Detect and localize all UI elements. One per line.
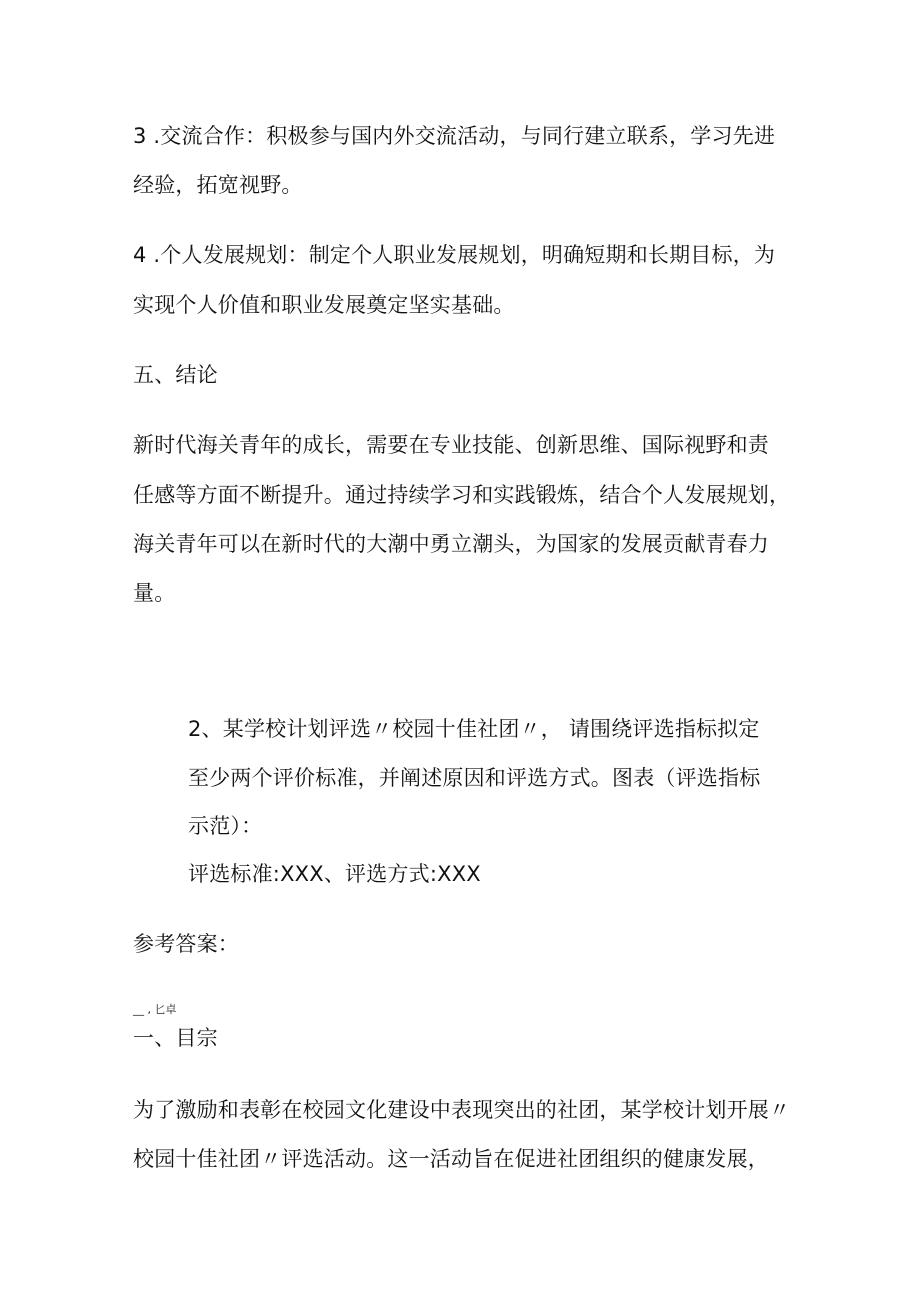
purpose-line1: 为了激励和表彰在校园文化建设中表现突出的社团，某学校计划开展〃: [133, 1098, 791, 1122]
conclusion-line3: 海关青年可以在新时代的大潮中勇立潮头，为国家的发展贡献青春力: [133, 532, 769, 556]
item4-line2: 实现个人价值和职业发展奠定坚实基础。: [133, 293, 515, 317]
conclusion-line4: 量。: [133, 581, 176, 605]
question2-line3: 示范）：: [188, 814, 263, 838]
section1-heading: 一、目宗: [133, 1026, 218, 1050]
item3-line2: 经验，拓宽视野。: [133, 173, 303, 197]
conclusion-line1: 新时代海关青年的成长，需要在专业技能、创新思维、国际视野和责: [133, 433, 769, 457]
question2-line2: 至少两个评价标准，并阐述原因和评选方式。图表（评选指标: [188, 766, 761, 790]
purpose-line2: 校园十佳社团〃评选活动。这一活动旨在促进社团组织的健康发展，: [133, 1147, 769, 1171]
item3-line1: 3 .交流合作：积极参与国内外交流活动，与同行建立联系，学习先进: [133, 124, 776, 148]
question2-line1: 2、某学校计划评选〃校园十佳社团〃， 请围绕评选指标拟定: [188, 717, 760, 741]
item4-line1: 4 .个人发展规划：制定个人职业发展规划，明确短期和长期目标，为: [133, 243, 776, 267]
small-note: __ , 匕卓: [133, 1003, 177, 1016]
answer-label: 参考答案：: [133, 932, 239, 956]
conclusion-line2: 任感等方面不断提升。通过持续学习和实践锻炼，结合个人发展规划，: [133, 483, 791, 507]
question2-line4: 评选标准:XXX、评选方式:XXX: [188, 862, 481, 886]
section5-heading: 五、结论: [133, 363, 218, 387]
